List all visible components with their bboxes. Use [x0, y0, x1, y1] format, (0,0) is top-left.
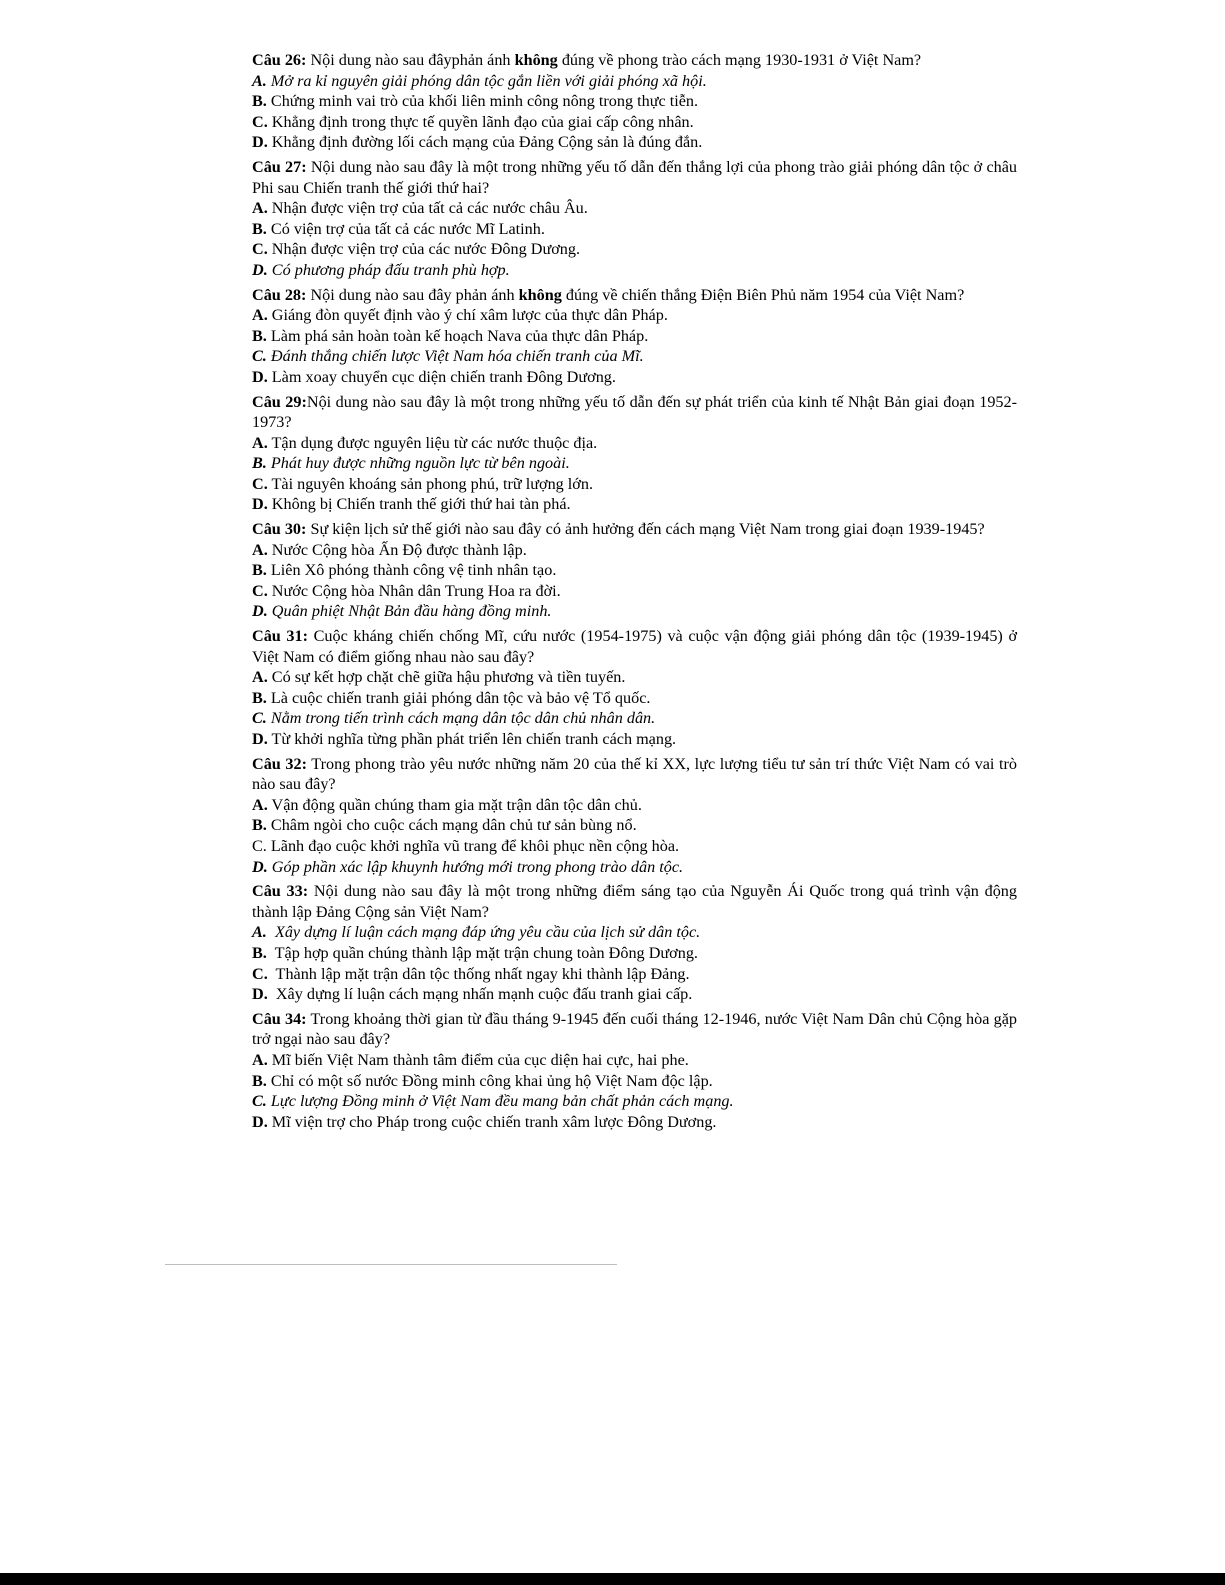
option-b	[252, 91, 1017, 112]
stem-emphasis: không	[518, 285, 562, 304]
question-stem	[252, 754, 1017, 795]
option-letter: A.	[252, 540, 268, 559]
question-stem	[252, 285, 1017, 306]
option-c	[252, 708, 1017, 729]
option-b	[252, 560, 1017, 581]
option-text: Mĩ biến Việt Nam thành tâm điểm của cục diện hai cực, hai phe.	[267, 1050, 689, 1069]
question-stem	[252, 626, 1017, 667]
option-letter: A.	[252, 668, 268, 687]
option-c	[252, 581, 1017, 602]
option-letter: B.	[252, 943, 267, 962]
option-d	[252, 132, 1017, 153]
question-34	[252, 1009, 1017, 1133]
option-text: Nhận được viện trợ của tất cả các nước châu Âu.	[267, 199, 588, 218]
option-letter: D.	[252, 367, 268, 386]
option-text: Xây dựng lí luận cách mạng nhấn mạnh cuộc đấu tranh giai cấp.	[267, 985, 693, 1004]
option-letter: B.	[252, 561, 267, 580]
footnote-divider	[165, 1264, 617, 1265]
option-a	[252, 540, 1017, 561]
option-text: Liên Xô phóng thành công vệ tinh nhân tạo.	[266, 561, 557, 580]
option-letter: A.	[252, 433, 268, 452]
option-letter: A.	[252, 306, 268, 325]
option-b	[252, 815, 1017, 836]
option-d	[252, 984, 1017, 1005]
option-letter: C.	[252, 474, 268, 493]
option-text: Mở ra kỉ nguyên giải phóng dân tộc gắn liền với giải phóng xã hội.	[266, 71, 707, 90]
question-31	[252, 626, 1017, 750]
option-text: Chỉ có một số nước Đồng minh công khai ủng hộ Việt Nam độc lập.	[266, 1071, 713, 1090]
question-28	[252, 285, 1017, 388]
option-a	[252, 922, 1017, 943]
question-label: Câu 29:	[252, 392, 307, 411]
question-stem	[252, 392, 1017, 433]
option-a	[252, 795, 1017, 816]
stem-text: Nội dung nào sau đây là một trong những yếu tố dẫn đến sự phát triển của kinh tế Nhật Bản giai đoạn 1952-1973?	[252, 392, 1017, 432]
option-text: C. Lãnh đạo cuộc khởi nghĩa vũ trang để khôi phục nền cộng hòa.	[252, 836, 680, 855]
question-label: Câu 31:	[252, 627, 308, 646]
option-c	[252, 474, 1017, 495]
option-text: Tận dụng được nguyên liệu từ các nước thuộc địa.	[267, 433, 598, 452]
question-30	[252, 519, 1017, 622]
option-letter: C.	[252, 709, 267, 728]
question-27	[252, 157, 1017, 281]
option-d	[252, 260, 1017, 281]
option-d	[252, 367, 1017, 388]
option-letter: D.	[252, 1112, 268, 1131]
option-text: Có sự kết hợp chặt chẽ giữa hậu phương và tiền tuyến.	[267, 668, 626, 687]
option-letter: B.	[252, 816, 267, 835]
option-b	[252, 1071, 1017, 1092]
option-c	[252, 964, 1017, 985]
option-text: Giáng đòn quyết định vào ý chí xâm lược của thực dân Pháp.	[267, 306, 668, 325]
option-text: Khẳng định trong thực tế quyền lãnh đạo của giai cấp công nhân.	[267, 112, 694, 131]
option-c	[252, 239, 1017, 260]
option-d	[252, 1112, 1017, 1133]
question-stem	[252, 881, 1017, 922]
option-letter: B.	[252, 326, 267, 345]
option-d	[252, 601, 1017, 622]
option-text: Thành lập mặt trận dân tộc thống nhất ngay khi thành lập Đảng.	[267, 964, 690, 983]
option-letter: A.	[252, 923, 267, 942]
option-text: Chứng minh vai trò của khối liên minh công nông trong thực tiễn.	[266, 92, 699, 111]
option-letter: D.	[252, 857, 268, 876]
option-letter: C.	[252, 112, 268, 131]
stem-text: Nội dung nào sau đâyphản ánh	[306, 51, 515, 69]
option-text: Phát huy được những nguồn lực từ bên ngoài.	[266, 454, 570, 473]
option-letter: D.	[252, 602, 268, 621]
option-text: Đánh thắng chiến lược Việt Nam hóa chiến tranh của Mĩ.	[266, 347, 644, 366]
option-text: Làm xoay chuyển cục diện chiến tranh Đông Dương.	[267, 367, 616, 386]
option-text: Từ khởi nghĩa từng phần phát triển lên chiến tranh cách mạng.	[267, 730, 677, 748]
stem-text: Trong phong trào yêu nước những năm 20 của thế kỉ XX, lực lượng tiểu tư sản trí thức Việt Nam có vai trò nào sau đây?	[252, 754, 1017, 794]
question-label: Câu 32:	[252, 754, 307, 773]
option-text: Góp phần xác lập khuynh hướng mới trong phong trào dân tộc.	[267, 857, 684, 876]
option-letter: D.	[252, 260, 268, 279]
question-label: Câu 33:	[252, 882, 309, 901]
option-letter: B.	[252, 688, 267, 707]
option-c	[252, 112, 1017, 133]
option-text: Châm ngòi cho cuộc cách mạng dân chủ tư sản bùng nổ.	[266, 816, 637, 835]
option-letter: D.	[252, 133, 268, 152]
option-text: Có viện trợ của tất cả các nước Mĩ Latinh.	[266, 219, 545, 238]
option-a	[252, 71, 1017, 92]
option-letter: A.	[252, 71, 267, 90]
stem-text: Nội dung nào sau đây là một trong những yếu tố dẫn đến thắng lợi của phong trào giải phóng dân tộc ở châu Phi sau Chiến tranh thế giới thứ hai?	[252, 157, 1017, 197]
question-label: Câu 30:	[252, 520, 307, 539]
option-text: Xây dựng lí luận cách mạng đáp ứng yêu cầu của lịch sử dân tộc.	[266, 923, 701, 942]
option-a	[252, 198, 1017, 219]
option-letter: A.	[252, 795, 268, 814]
option-a	[252, 1050, 1017, 1071]
option-text: Không bị Chiến tranh thế giới thứ hai tàn phá.	[267, 495, 571, 514]
option-a	[252, 667, 1017, 688]
option-text: Vận động quần chúng tham gia mặt trận dân tộc dân chủ.	[267, 795, 642, 814]
option-d	[252, 857, 1017, 878]
question-list	[252, 50, 1017, 1132]
question-33	[252, 881, 1017, 1005]
option-letter: D.	[252, 495, 268, 514]
option-c	[252, 346, 1017, 367]
option-b	[252, 943, 1017, 964]
option-text: Lực lượng Đồng minh ở Việt Nam đều mang bản chất phản cách mạng.	[266, 1092, 734, 1111]
option-letter: C.	[252, 581, 268, 600]
option-letter: B.	[252, 1071, 267, 1090]
question-32	[252, 754, 1017, 878]
question-26	[252, 50, 1017, 153]
option-text: Nước Cộng hòa Ấn Độ được thành lập.	[267, 540, 527, 559]
option-letter: A.	[252, 1050, 268, 1069]
stem-text: Nội dung nào sau đây là một trong những điểm sáng tạo của Nguyễn Ái Quốc trong quá trình vận động thành lập Đảng Cộng sản Việt Nam?	[252, 882, 1017, 921]
stem-emphasis: không	[514, 51, 558, 69]
option-b	[252, 219, 1017, 240]
option-letter: B.	[252, 454, 267, 473]
question-29	[252, 392, 1017, 516]
option-text: Nhận được viện trợ của các nước Đông Dương.	[267, 240, 581, 259]
option-b	[252, 453, 1017, 474]
option-letter: A.	[252, 199, 268, 218]
stem-text: Trong khoảng thời gian từ đầu tháng 9-1945 đến cuối tháng 12-1946, nước Việt Nam Dân chủ Cộng hòa gặp trở ngại nào sau đây?	[252, 1009, 1017, 1049]
option-d	[252, 729, 1017, 750]
question-label: Câu 34:	[252, 1009, 307, 1028]
page-bottom-edge	[0, 1573, 1225, 1585]
option-letter: C.	[252, 240, 268, 259]
option-letter: D.	[252, 730, 268, 748]
option-letter: B.	[252, 219, 267, 238]
question-stem	[252, 1009, 1017, 1050]
option-text: Khẳng định đường lối cách mạng của Đảng Cộng sản là đúng đắn.	[267, 133, 703, 152]
option-text: Mĩ viện trợ cho Pháp trong cuộc chiến tranh xâm lược Đông Dương.	[267, 1112, 717, 1131]
option-text: Nước Cộng hòa Nhân dân Trung Hoa ra đời.	[267, 581, 561, 600]
option-a	[252, 433, 1017, 454]
option-letter: C.	[252, 964, 268, 983]
question-label: Câu 27:	[252, 157, 307, 176]
option-text: Có phương pháp đấu tranh phù hợp.	[267, 260, 510, 279]
option-b	[252, 688, 1017, 709]
option-text: Quân phiệt Nhật Bản đầu hàng đồng minh.	[267, 602, 552, 621]
question-label: Câu 28:	[252, 285, 307, 304]
option-a	[252, 305, 1017, 326]
option-text: Là cuộc chiến tranh giải phóng dân tộc và bảo vệ Tổ quốc.	[266, 688, 651, 707]
question-stem	[252, 519, 1017, 540]
stem-text-after: đúng về phong trào cách mạng 1930-1931 ở Việt Nam?	[557, 51, 922, 69]
option-text: Tài nguyên khoáng sản phong phú, trữ lượng lớn.	[267, 474, 594, 493]
stem-text-after: đúng về chiến thắng Điện Biên Phủ năm 1954 của Việt Nam?	[561, 285, 965, 304]
question-stem	[252, 50, 1017, 71]
option-letter: B.	[252, 92, 267, 111]
option-letter: D.	[252, 985, 268, 1004]
option-text: Nằm trong tiến trình cách mạng dân tộc dân chủ nhân dân.	[266, 709, 656, 728]
question-stem	[252, 157, 1017, 198]
option-text: Tập hợp quần chúng thành lập mặt trận chung toàn Đông Dương.	[266, 943, 698, 962]
stem-text: Sự kiện lịch sử thế giới nào sau đây có ảnh hưởng đến cách mạng Việt Nam trong giai đoạn 1939-1945?	[306, 520, 985, 539]
option-c	[252, 1091, 1017, 1112]
option-letter: C.	[252, 1092, 267, 1111]
option-c	[252, 836, 1017, 857]
stem-text: Cuộc kháng chiến chống Mĩ, cứu nước (1954-1975) và cuộc vận động giải phóng dân tộc (1939-1945) ở Việt Nam có điểm giống nhau nào sau đây?	[252, 627, 1017, 666]
option-d	[252, 494, 1017, 515]
option-letter: C.	[252, 347, 267, 366]
question-label: Câu 26:	[252, 51, 307, 69]
option-text: Làm phá sản hoàn toàn kế hoạch Nava của thực dân Pháp.	[266, 326, 649, 345]
option-b	[252, 326, 1017, 347]
stem-text: Nội dung nào sau đây phản ánh	[306, 285, 519, 304]
